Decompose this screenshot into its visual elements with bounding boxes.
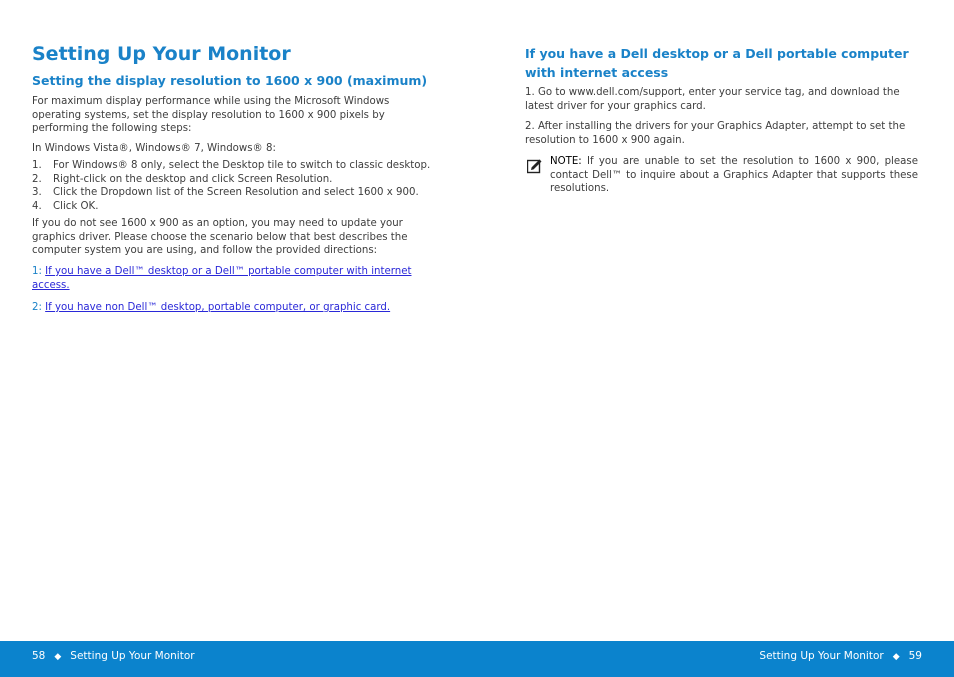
note-pencil-icon: [527, 158, 543, 174]
scenario-link-2: [32, 301, 432, 315]
diamond-separator-icon: ◆: [54, 652, 62, 662]
footer-left: [32, 650, 195, 662]
list-item: 3. Click the Dropdown list of the Screen Resolution and select 1600 x 900.: [32, 187, 419, 199]
dell-step-2: 2. After installing the drivers for your Graphics Adapter, attempt to set the resolution to 1600 x 900 again.: [525, 121, 906, 146]
scenario-link-1: [32, 265, 432, 292]
list-item: 4. Click OK.: [32, 200, 99, 212]
windows-versions-line: In Windows Vista®, Windows® 7, Windows® 8:: [32, 143, 276, 154]
dell-section-heading: If you have a Dell desktop or a Dell portable computer with internet access: [525, 46, 909, 80]
link-prefix: 1:: [32, 266, 46, 277]
link-prefix: 2:: [32, 302, 46, 313]
footer-right: [759, 650, 922, 662]
right-footer-title: Setting Up Your Monitor: [759, 650, 884, 662]
dell-step-1: 1. Go to www.dell.com/support, enter your service tag, and download the latest driver for your graphics card.: [525, 87, 900, 112]
left-page-number: 58: [32, 650, 46, 662]
note-block: [550, 155, 918, 196]
section-subtitle: Setting the display resolution to 1600 x 900 (maximum): [32, 73, 428, 88]
driver-update-paragraph: If you do not see 1600 x 900 as an option, you may need to update your graphics driver. Please choose the scenario below that best describes the computer system you are using, and follow the provided directions:: [32, 218, 408, 257]
list-item: 2. Right-click on the desktop and click Screen Resolution.: [32, 173, 333, 185]
dell-computer-link[interactable]: If you have a Dell™ desktop or a Dell™ portable computer with internet access.: [32, 266, 412, 291]
list-item: 1. For Windows® 8 only, select the Desktop tile to switch to classic desktop.: [32, 160, 431, 171]
left-footer-title: Setting Up Your Monitor: [70, 650, 195, 662]
diamond-separator-icon: ◆: [892, 652, 900, 662]
right-page-number: 59: [908, 650, 922, 662]
footer-bar: [0, 641, 954, 677]
page-title: Setting Up Your Monitor: [32, 43, 291, 65]
steps-list: [32, 159, 442, 213]
non-dell-computer-link[interactable]: If you have non Dell™ desktop, portable computer, or graphic card.: [45, 302, 391, 313]
intro-paragraph: For maximum display performance while using the Microsoft Windows operating systems, set the display resolution to 1600 x 900 pixels by performing the following steps:: [32, 96, 390, 135]
note-label: NOTE:: [550, 156, 582, 167]
note-text: If you are unable to set the resolution to 1600 x 900, please contact Dell™ to inquire about a Graphics Adapter that supports these resolutions.: [550, 156, 918, 195]
